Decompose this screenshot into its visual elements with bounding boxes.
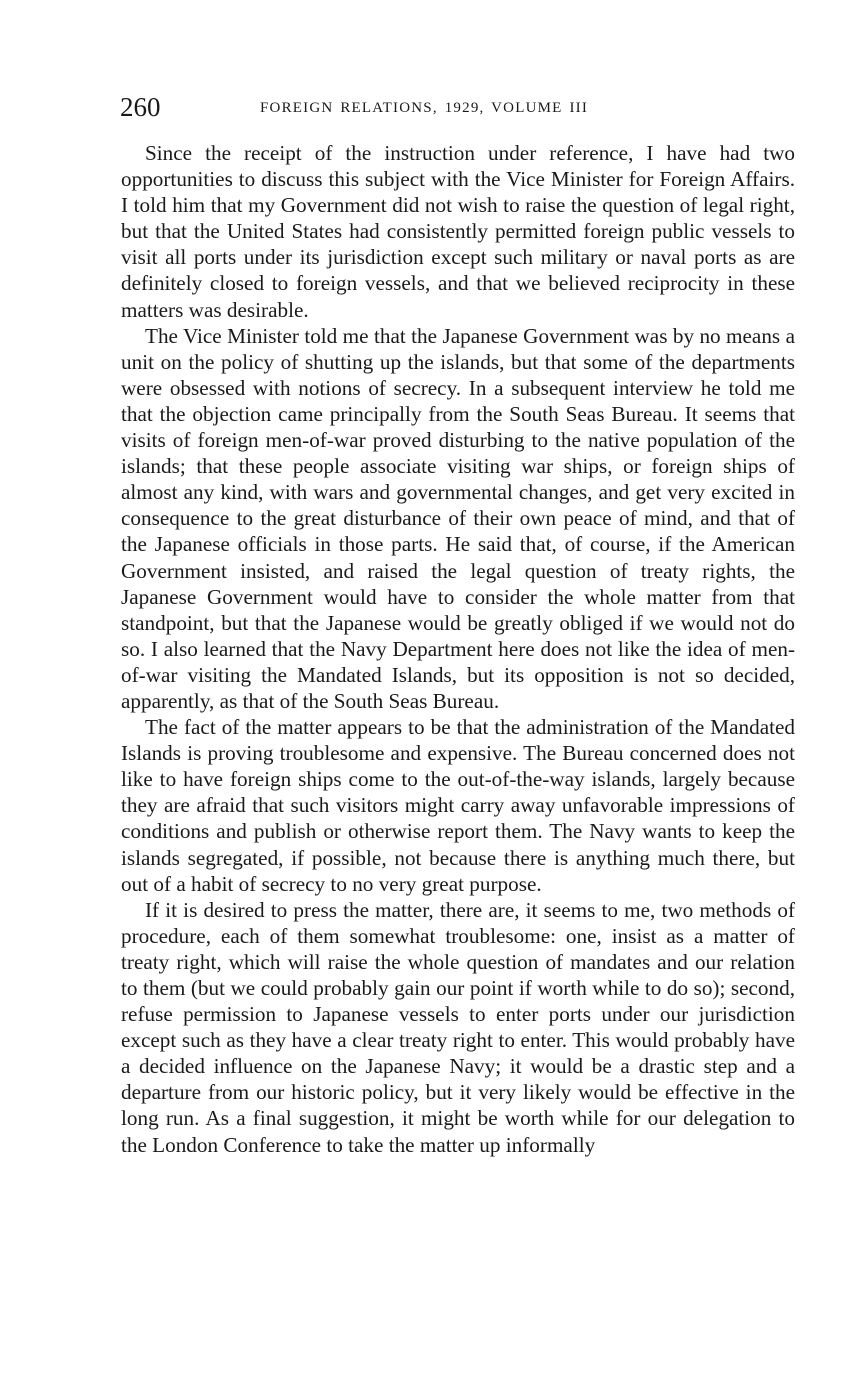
paragraph-2: The Vice Minister told me that the Japanese Government was by no means a unit on the policy of shutting up the islands, but that some of the departments were obsessed with notions of secrecy. In a subsequent interview he told me that the objection came principally from the South Seas Bureau. It seems that visits of foreign men-of-war proved disturbing to the native population of the islands; that these people associate visiting war ships, or foreign ships of almost any kind, with wars and governmental changes, and get very excited in consequence to the great disturbance of their own peace of mind, and that of the Japanese officials in those parts. He said that, of course, if the American Government insisted, and raised the legal question of treaty rights, the Japanese Government would have to consider the whole matter from that standpoint, but that the Japanese would be greatly obliged if we would not do so. I also learned that the Navy Department here does not like the idea of men-of-war visiting the Mandated Islands, but its opposition is not so decided, apparently, as that of the South Seas Bureau. bbox=[121, 323, 795, 713]
paragraph-3: The fact of the matter appears to be that the administration of the Mandated Islands is proving troublesome and expensive. The Bureau concerned does not like to have foreign ships come to the out-of-the-way islands, largely because they are afraid that such visitors might carry away unfavorable impressions of conditions and publish or otherwise report them. The Navy wants to keep the islands segregated, if possible, not because there is anything much there, but out of a habit of secrecy to no very great purpose. bbox=[121, 715, 795, 896]
page-header bbox=[120, 92, 800, 128]
running-head: FOREIGN RELATIONS, 1929, VOLUME III bbox=[260, 100, 589, 116]
page-number: 260 bbox=[120, 92, 161, 122]
paragraph-4: If it is desired to press the matter, there are, it seems to me, two methods of procedure, each of them somewhat troublesome: one, insist as a matter of treaty right, which will raise the whole question of mandates and our relation to them (but we could probably gain our point if worth while to do so); second, refuse permission to Japanese vessels to enter ports under our jurisdiction except such as they have a clear treaty right to enter. This would probably have a decided influence on the Japanese Navy; it would be a drastic step and a departure from our historic policy, but it very likely would be effective in the long run. As a final suggestion, it might be worth while for our delegation to the London Conference to take the matter up informally bbox=[121, 897, 795, 1157]
paragraph-1: Since the receipt of the instruction under reference, I have had two opportunities to discuss this subject with the Vice Minister for Foreign Affairs. I told him that my Government did not wish to raise the question of legal right, but that the United States had consistently permitted foreign public vessels to visit all ports under its jurisdiction except such military or naval ports as are definitely closed to foreign vessels, and that we believed reciprocity in these matters was desirable. bbox=[121, 141, 795, 322]
body-text bbox=[121, 140, 795, 1158]
